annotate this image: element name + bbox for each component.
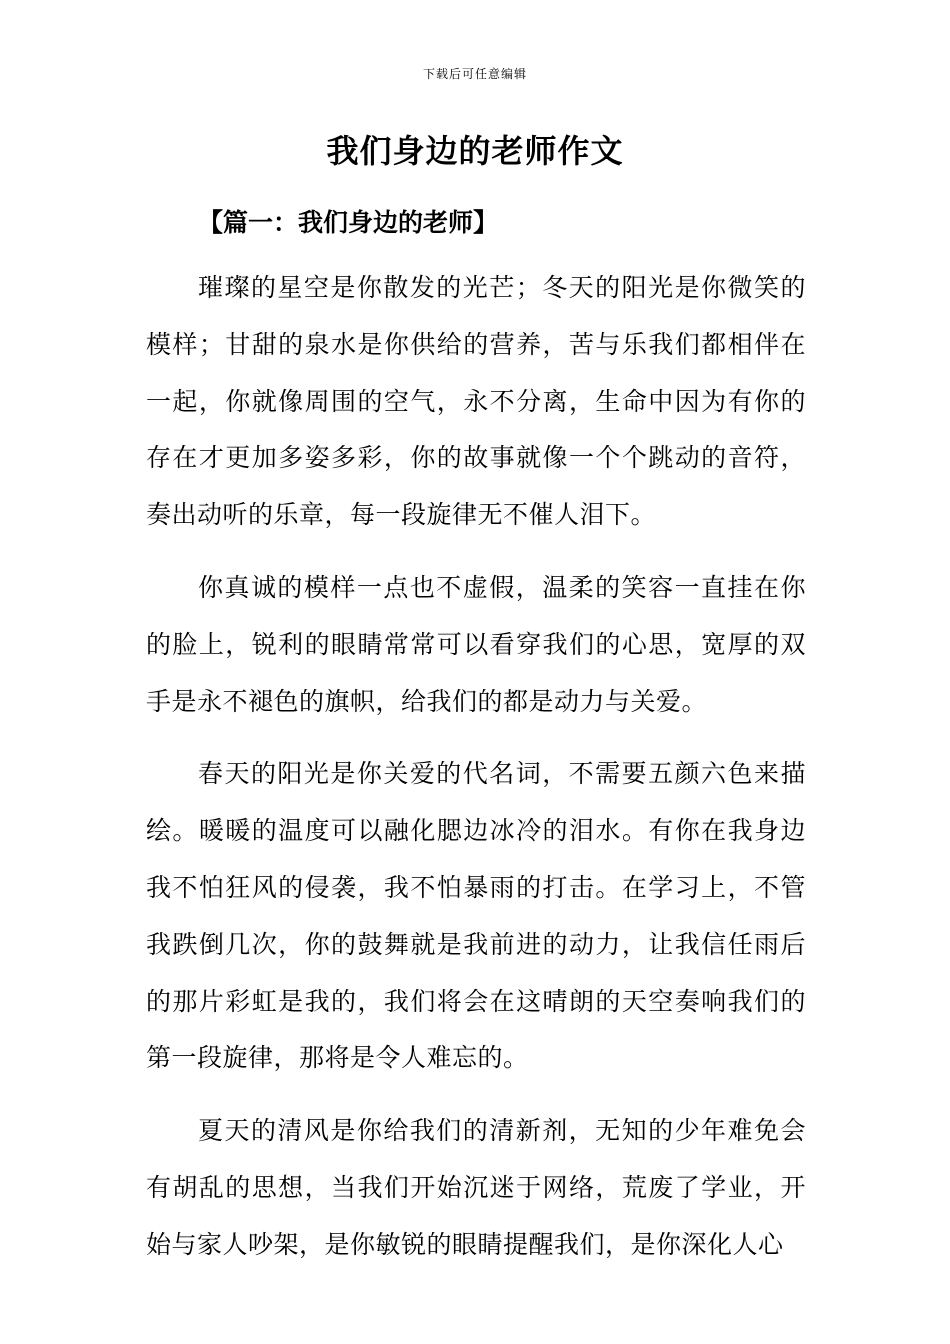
paragraph-3: 春天的阳光是你关爱的代名词，不需要五颜六色来描绘。暖暖的温度可以融化腮边冰冷的泪水。有你在我身边我不怕狂风的侵袭，我不怕暴雨的打击。在学习上，不管我跌倒几次，你的鼓舞就是我前进的动力，让我信任雨后的那片彩虹是我的，我们将会在这晴朗的天空奏响我们的第一段旋律，那将是令人难忘的。 (146, 759, 806, 1073)
paragraph-4: 夏天的清风是你给我们的清新剂，无知的少年难免会有胡乱的思想，当我们开始沉迷于网络，荒废了学业，开始与家人吵架，是你敏锐的眼睛提醒我们，是你深化人心 (146, 1116, 806, 1259)
header-note: 下载后可任意编辑 (422, 67, 527, 81)
document-title: 我们身边的老师作文 (326, 132, 624, 170)
document-body (146, 260, 806, 1290)
paragraph-2: 你真诚的模样一点也不虚假，温柔的笑容一直挂在你的脸上，锐利的眼睛常常可以看穿我们的心思，宽厚的双手是永不褪色的旗帜，给我们的都是动力与关爱。 (146, 572, 806, 716)
section-heading: 【篇一：我们身边的老师】 (198, 208, 499, 237)
paragraph-1: 璀璨的星空是你散发的光芒；冬天的阳光是你微笑的模样；甘甜的泉水是你供给的营养，苦与乐我们都相伴在一起，你就像周围的空气，永不分离，生命中因为有你的存在才更加多姿多彩，你的故事就像一个个跳动的音符，奏出动听的乐章，每一段旋律无不催人泪下。 (146, 273, 806, 530)
